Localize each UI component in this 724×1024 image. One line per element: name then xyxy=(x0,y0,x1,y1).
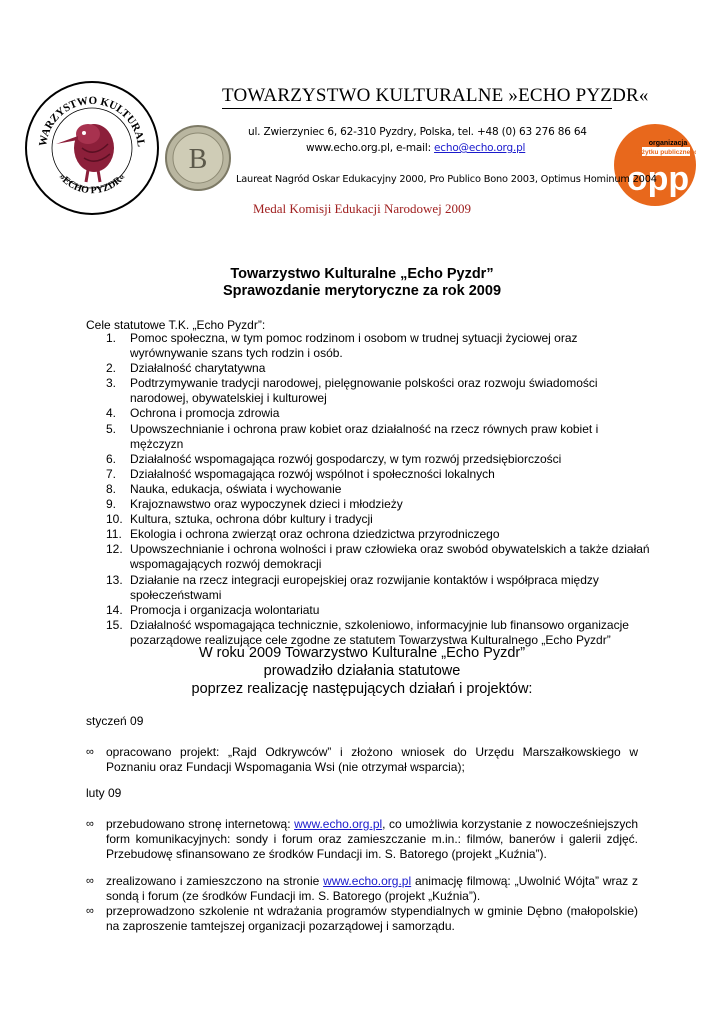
goal-item xyxy=(106,572,650,603)
opp-label-2: pożytku publicznego xyxy=(633,149,696,156)
section-heading-line3: poprzez realizację następujących działań i projektów: xyxy=(191,681,533,697)
doc-title: Towarzystwo Kulturalne „Echo Pyzdr” xyxy=(230,266,494,282)
goal-item xyxy=(106,361,650,376)
item-text: przeprowadzono szkolenie nt wdrażania programów stypendialnych w gminie Dębno (małopolskie) na zaproszenie tamtejszej organizacji pozarządowej i samorządu. xyxy=(106,904,638,934)
goal-number: 11. xyxy=(106,527,122,542)
goal-item xyxy=(106,331,650,361)
month-february: luty 09 xyxy=(86,786,122,800)
list-item xyxy=(86,874,638,904)
goals-list xyxy=(106,331,650,648)
bullet-icon: ∞ xyxy=(86,746,94,758)
goal-item xyxy=(106,466,650,482)
email-link[interactable]: echo@echo.org.pl xyxy=(434,142,526,154)
goal-item xyxy=(106,376,650,406)
goal-number: 6. xyxy=(106,451,117,466)
bullet-icon: ∞ xyxy=(86,875,94,887)
doc-subtitle: Sprawozdanie merytoryczne za rok 2009 xyxy=(222,283,502,299)
opp-text: opp xyxy=(626,160,690,198)
goal-number: 5. xyxy=(106,421,117,436)
goal-text: Krajoznawstwo oraz wypoczynek dzieci i młodzieży xyxy=(130,497,403,512)
goal-number: 2. xyxy=(106,361,117,376)
header-contact xyxy=(306,142,525,154)
goal-text: Ochrona i promocja zdrowia xyxy=(130,406,280,421)
goal-text: Promocja i organizacja wolontariatu xyxy=(130,602,320,617)
goal-text: Działanie na rzecz integracji europejskiej oraz rozwijanie kontaktów i współpraca między społeczeństwami xyxy=(130,572,599,602)
opp-label-1: organizacja xyxy=(648,140,688,147)
goal-text: Nauka, edukacja, oświata i wychowanie xyxy=(130,481,342,496)
logo-text-bottom: »ECHO PYZDR« xyxy=(56,171,128,197)
goal-text: Ekologia i ochrona zwierząt oraz ochrona dziedzictwa przyrodniczego xyxy=(130,527,500,542)
coin-letter: B xyxy=(188,144,208,175)
echo-pyzdr-logo xyxy=(22,78,162,218)
medal-line: Medal Komisji Edukacji Narodowej 2009 xyxy=(252,201,472,216)
goals-intro: Cele statutowe T.K. „Echo Pyzdr”: xyxy=(86,318,266,332)
goal-number: 14. xyxy=(106,602,123,617)
bullet-icon: ∞ xyxy=(86,818,94,830)
goal-item xyxy=(106,406,650,421)
goal-number: 15. xyxy=(106,617,123,632)
goal-number: 3. xyxy=(106,376,117,391)
goal-text: Kultura, sztuka, ochrona dóbr kultury i tradycji xyxy=(130,512,373,527)
goal-text: Działalność wspomagająca rozwój gospodarczy, w tym rozwój przedsiębiorczości xyxy=(130,451,562,466)
header-title: TOWARZYSTWO KULTURALNE »ECHO PYZDR« xyxy=(222,85,649,106)
goal-number: 7. xyxy=(106,466,117,481)
list-item xyxy=(86,817,638,863)
goal-item xyxy=(106,602,650,618)
month-january: styczeń 09 xyxy=(86,714,144,728)
goal-item xyxy=(106,527,650,542)
goal-number: 1. xyxy=(106,331,117,345)
bullet-icon: ∞ xyxy=(86,905,94,917)
section-heading-line1: W roku 2009 Towarzystwo Kulturalne „Echo Pyzdr” xyxy=(198,645,526,661)
list-item xyxy=(86,745,638,775)
website-link[interactable]: www.echo.org.pl xyxy=(294,817,383,831)
goal-number: 12. xyxy=(106,542,123,557)
goal-number: 8. xyxy=(106,481,117,496)
opp-logo xyxy=(614,124,696,206)
header-awards: Laureat Nagród Oskar Edukacyjny 2000, Pro Publico Bono 2003, Optimus Hominum 2004 xyxy=(236,174,657,185)
goal-number: 10. xyxy=(106,512,123,527)
goal-number: 13. xyxy=(106,572,123,587)
goal-text: Pomoc społeczna, w tym pomoc rodzinom i osobom w trudnej sytuacji życiowej oraz wyrównywanie szans tych rodzin i osób. xyxy=(130,331,578,361)
section-heading-line2: prowadziło działania statutowe xyxy=(263,663,461,679)
goal-number: 9. xyxy=(106,497,117,512)
logo-text-top: WARZYSTWO KULTURAL xyxy=(36,94,147,148)
goal-text: Działalność wspomagająca rozwój wspólnot i społeczności lokalnych xyxy=(130,466,495,481)
website-link[interactable]: www.echo.org.pl xyxy=(323,874,412,888)
goal-item xyxy=(106,542,650,572)
goal-number: 4. xyxy=(106,406,117,421)
header-divider xyxy=(222,108,612,109)
goal-text: Podtrzymywanie tradycji narodowej, pielęgnowanie polskości oraz rozwoju świadomości narodowej, obywatelskiej i kulturowej xyxy=(130,376,598,406)
item-text: przebudowano stronę internetową: www.echo.org.pl, co umożliwia korzystanie z nowocześniejszych form komunikacyjnych: sondy i forum oraz zamieszczanie m.in.: filmów, banerów i galerii zdjęć. Przebudowę sfinansowano ze środków Fundacji im. S. Batorego (projekt „Kuźnia”). xyxy=(106,817,639,862)
goal-text: Działalność charytatywna xyxy=(130,361,266,376)
goal-text: Działalność wspomagająca technicznie, szkoleniowo, informacyjnie lub finansowo organizacje pozarządowe realizujące cele zgodne ze statutem Towarzystwa Kulturalnego „Echo Pyzdr” xyxy=(130,617,629,647)
item-text: opracowano projekt: „Rajd Odkrywców” i złożono wniosek do Urzędu Marszałkowskiego w Poznaniu oraz Fundacji Wspomagania Wsi (nie otrzymał wsparcia); xyxy=(106,745,638,775)
goal-item xyxy=(106,512,650,527)
goal-item xyxy=(106,421,650,452)
item-text: zrealizowano i zamieszczono na stronie www.echo.org.pl animację filmową: „Uwolnić Wójta” wraz z sondą i forum (ze środków Fundacji im. S. Batorego (projekt „Kuźnia”). xyxy=(106,874,638,904)
goal-text: Upowszechnianie i ochrona praw kobiet oraz działalność na rzecz równych praw kobiet i mężczyzn xyxy=(130,421,599,451)
goal-item xyxy=(106,451,650,467)
goal-item xyxy=(106,481,650,497)
goal-text: Upowszechnianie i ochrona wolności i praw człowieka oraz swobód obywatelskich a także działań wspomagających rozwój demokracji xyxy=(130,542,650,572)
header-address: ul. Zwierzyniec 6, 62-310 Pyzdry, Polska, tel. +48 (0) 63 276 86 64 xyxy=(248,126,587,138)
header-web: www.echo.org.pl, e-mail: xyxy=(306,142,435,154)
goal-item xyxy=(106,497,650,512)
coin-medal-emblem xyxy=(164,124,232,192)
list-item xyxy=(86,904,638,934)
